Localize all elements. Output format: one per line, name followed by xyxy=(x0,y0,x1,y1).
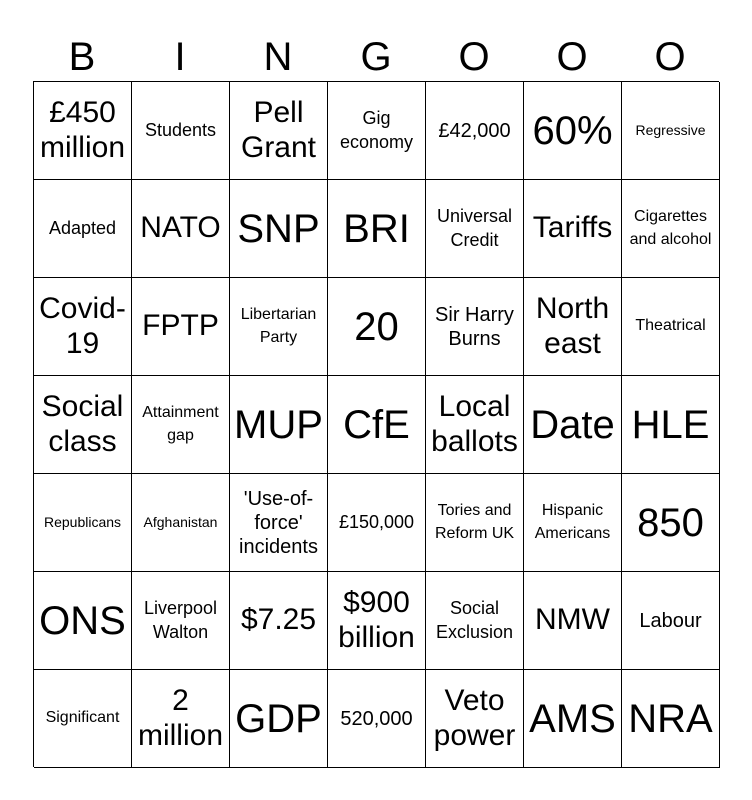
bingo-cell[interactable]: Adapted xyxy=(34,180,132,278)
bingo-cell[interactable]: Tariffs xyxy=(524,180,622,278)
bingo-cell[interactable]: GDP xyxy=(230,670,328,768)
bingo-cell[interactable]: £150,000 xyxy=(328,474,426,572)
bingo-cell[interactable]: Covid-19 xyxy=(34,278,132,376)
bingo-cell[interactable]: Significant xyxy=(34,670,132,768)
bingo-cell[interactable]: Tories and Reform UK xyxy=(426,474,524,572)
header-letter: I xyxy=(174,35,186,79)
bingo-cell[interactable]: Social class xyxy=(34,376,132,474)
header-letter: B xyxy=(68,35,96,79)
bingo-cell[interactable]: Liverpool Walton xyxy=(132,572,230,670)
bingo-cell[interactable]: CfE xyxy=(328,376,426,474)
bingo-cell[interactable]: Hispanic Americans xyxy=(524,474,622,572)
bingo-cell[interactable]: Cigarettes and alcohol xyxy=(622,180,720,278)
bingo-cell[interactable]: £450 million xyxy=(34,82,132,180)
bingo-cell[interactable]: NRA xyxy=(622,670,720,768)
header-letter: O xyxy=(458,35,490,79)
bingo-cell[interactable]: SNP xyxy=(230,180,328,278)
bingo-cell[interactable]: BRI xyxy=(328,180,426,278)
bingo-cell[interactable]: Libertarian Party xyxy=(230,278,328,376)
bingo-cell[interactable]: 20 xyxy=(328,278,426,376)
header-letter: N xyxy=(263,35,293,79)
bingo-cell[interactable]: £42,000 xyxy=(426,82,524,180)
bingo-cell[interactable]: Attainment gap xyxy=(132,376,230,474)
bingo-cell[interactable]: NATO xyxy=(132,180,230,278)
bingo-cell[interactable]: Local ballots xyxy=(426,376,524,474)
bingo-cell[interactable]: Afghanistan xyxy=(132,474,230,572)
bingo-cell[interactable]: 'Use-of-force' incidents xyxy=(230,474,328,572)
bingo-cell[interactable]: Theatrical xyxy=(622,278,720,376)
bingo-cell[interactable]: 850 xyxy=(622,474,720,572)
bingo-cell[interactable]: $7.25 xyxy=(230,572,328,670)
bingo-cell[interactable]: 2 million xyxy=(132,670,230,768)
bingo-cell[interactable]: Sir Harry Burns xyxy=(426,278,524,376)
bingo-cell[interactable]: MUP xyxy=(230,376,328,474)
bingo-cell[interactable]: Students xyxy=(132,82,230,180)
bingo-cell[interactable]: 60% xyxy=(524,82,622,180)
bingo-cell[interactable]: North east xyxy=(524,278,622,376)
bingo-cell[interactable]: Date xyxy=(524,376,622,474)
header-letter: O xyxy=(654,35,686,79)
bingo-cell[interactable]: Gig economy xyxy=(328,82,426,180)
bingo-cell[interactable]: FPTP xyxy=(132,278,230,376)
header-letter: G xyxy=(360,35,392,79)
bingo-cell[interactable]: 520,000 xyxy=(328,670,426,768)
bingo-cell[interactable]: Universal Credit xyxy=(426,180,524,278)
bingo-cell[interactable]: NMW xyxy=(524,572,622,670)
bingo-cell[interactable]: $900 billion xyxy=(328,572,426,670)
bingo-cell[interactable]: Republicans xyxy=(34,474,132,572)
bingo-cell[interactable]: HLE xyxy=(622,376,720,474)
bingo-cell[interactable]: AMS xyxy=(524,670,622,768)
bingo-cell[interactable]: ONS xyxy=(34,572,132,670)
bingo-cell[interactable]: Social Exclusion xyxy=(426,572,524,670)
bingo-card-grid xyxy=(33,81,719,767)
bingo-cell[interactable]: Pell Grant xyxy=(230,82,328,180)
bingo-cell[interactable]: Regressive xyxy=(622,82,720,180)
bingo-header xyxy=(33,33,719,81)
header-letter: O xyxy=(556,35,588,79)
bingo-cell[interactable]: Labour xyxy=(622,572,720,670)
bingo-cell[interactable]: Veto power xyxy=(426,670,524,768)
